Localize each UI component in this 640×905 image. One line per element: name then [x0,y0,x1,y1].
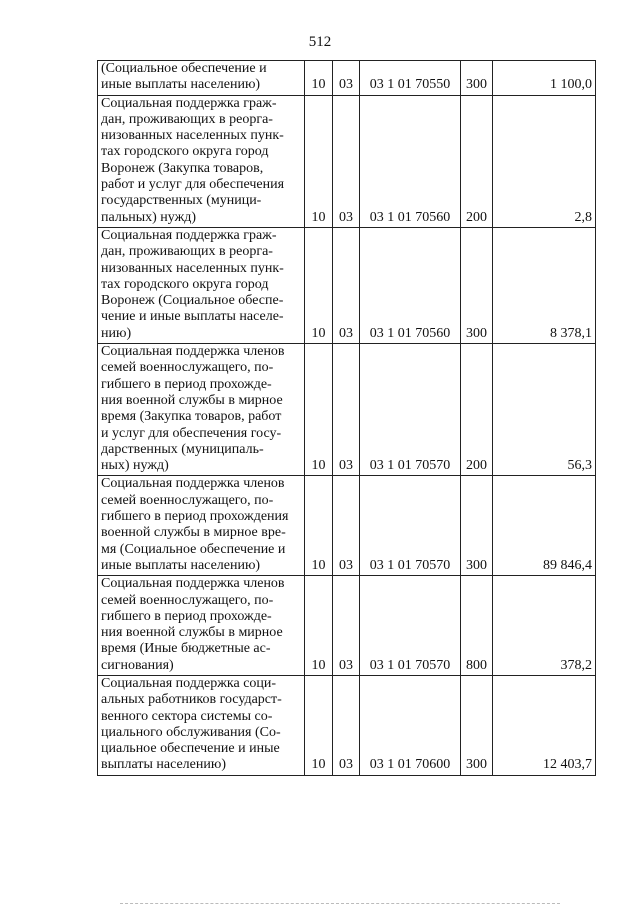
expense-name-line: дан, проживающих в реорга- [101,111,273,127]
expense-name-line: сигнования) [101,657,174,673]
expense-name-line: Социальная поддержка членов [101,476,285,492]
target-article-cell: 03 1 01 70560 [360,95,461,227]
target-article-cell: 03 1 01 70570 [360,344,461,476]
subsection-code-cell: 03 [333,576,360,676]
expense-name-line: альных работников государст- [101,692,282,708]
expense-name-line: время (Иные бюджетные ас- [101,641,271,657]
section-code-cell: 10 [305,576,333,676]
expense-name-line: иные выплаты населению) [101,557,261,573]
amount-cell: 1 100,0 [493,61,596,96]
expense-name-line: военной службы в мирное вре- [101,525,286,541]
expense-type-cell: 300 [461,476,493,576]
table-body [98,61,596,776]
section-code-cell: 10 [305,61,333,96]
table-row [98,576,596,676]
amount-cell: 56,3 [493,344,596,476]
expense-name-line: ния военной службы в мирное [101,392,283,408]
expense-name-line: пальных) нужд) [101,209,197,225]
amount-cell: 12 403,7 [493,675,596,775]
section-code-cell: 10 [305,95,333,227]
amount-cell: 89 846,4 [493,476,596,576]
expense-name-line: ных) нужд) [101,458,169,474]
expense-name-line: Социальная поддержка членов [101,576,285,592]
expense-name-line: семей военнослужащего, по- [101,492,274,508]
expense-name-line: венного сектора системы со- [101,708,273,724]
target-article-cell: 03 1 01 70600 [360,675,461,775]
expense-name-line: дан, проживающих в реорга- [101,244,273,260]
expense-name-line: циального обслуживания (Со- [101,724,281,740]
expense-name-cell [98,95,305,227]
amount-cell: 2,8 [493,95,596,227]
expense-name-cell [98,675,305,775]
expense-name-line: Социальная поддержка соци- [101,675,277,691]
target-article-cell: 03 1 01 70570 [360,576,461,676]
page-number: 512 [308,34,332,50]
expense-name-cell [98,227,305,343]
table-row [98,95,596,227]
expense-name-cell [98,576,305,676]
expense-name-line: Воронеж (Закупка товаров, [101,160,264,176]
section-code-cell: 10 [305,476,333,576]
expense-type-cell: 200 [461,344,493,476]
table-row [98,227,596,343]
expense-name-line: гибшего в период прохожде- [101,608,272,624]
subsection-code-cell: 03 [333,344,360,476]
expense-type-cell: 200 [461,95,493,227]
table-row [98,61,596,96]
expense-name-line: гибшего в период прохожде- [101,376,272,392]
expense-name-line: работ и услуг для обеспечения [101,177,285,193]
expense-name-line: дарственных (муниципаль- [101,441,264,457]
section-code-cell: 10 [305,344,333,476]
section-code-cell: 10 [305,227,333,343]
subsection-code-cell: 03 [333,675,360,775]
target-article-cell: 03 1 01 70570 [360,476,461,576]
subsection-code-cell: 03 [333,476,360,576]
expense-name-cell [98,344,305,476]
amount-cell: 378,2 [493,576,596,676]
expense-name-line: циальное обеспечение и иные [101,741,280,757]
amount-cell: 8 378,1 [493,227,596,343]
expense-name-line: иные выплаты населению) [101,77,261,93]
expense-name-line: мя (Социальное обеспечение и [101,541,286,557]
expense-name-line: время (Закупка товаров, работ [101,409,282,425]
section-code-cell: 10 [305,675,333,775]
expense-type-cell: 300 [461,227,493,343]
expense-name-line: Социальная поддержка граж- [101,95,277,111]
expense-name-line: (Социальное обеспечение и [101,61,267,76]
expense-name-line: семей военнослужащего, по- [101,360,274,376]
expense-type-cell: 300 [461,675,493,775]
expense-name-line: гибшего в период прохождения [101,509,289,525]
expense-name-line: тах городского округа город [101,144,269,160]
expense-type-cell: 300 [461,61,493,96]
table-row [98,344,596,476]
target-article-cell: 03 1 01 70560 [360,227,461,343]
table-row [98,675,596,775]
expense-name-line: Социальная поддержка граж- [101,227,277,243]
expense-name-line: выплаты населению) [101,757,226,773]
expense-name-cell [98,61,305,96]
expense-name-line: семей военнослужащего, по- [101,592,274,608]
expense-name-line: государственных (муници- [101,193,262,209]
expense-name-line: ния военной службы в мирное [101,625,283,641]
target-article-cell: 03 1 01 70550 [360,61,461,96]
budget-table [97,60,596,776]
page-bottom-rule [120,903,560,904]
subsection-code-cell: 03 [333,61,360,96]
expense-name-line: Воронеж (Социальное обеспе- [101,293,284,309]
expense-name-line: тах городского округа город [101,276,269,292]
expense-name-line: Социальная поддержка членов [101,344,285,360]
expense-name-cell [98,476,305,576]
expense-name-line: и услуг для обеспечения госу- [101,425,282,441]
table-row [98,476,596,576]
expense-name-line: низованных населенных пунк- [101,260,284,276]
subsection-code-cell: 03 [333,227,360,343]
expense-type-cell: 800 [461,576,493,676]
expense-name-line: чение и иные выплаты населе- [101,309,284,325]
expense-name-line: нию) [101,325,132,341]
expense-name-line: низованных населенных пунк- [101,128,284,144]
subsection-code-cell: 03 [333,95,360,227]
